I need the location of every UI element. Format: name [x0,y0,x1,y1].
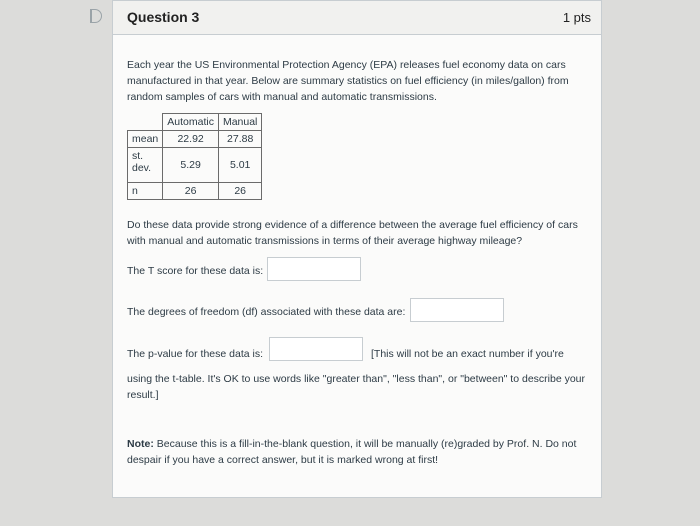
cell-manual-stdev: 5.01 [218,148,261,183]
t-score-label: The T score for these data is: [127,265,264,277]
t-score-input[interactable] [267,257,361,281]
question-prompt: Do these data provide strong evidence of a difference between the average fuel efficiency of cars with manual and automatic transmissions in terms of their average highway mileage? [127,219,578,247]
df-label: The degrees of freedom (df) associated with these data are: [127,306,406,318]
grading-note [127,436,593,468]
cell-automatic-stdev: 5.29 [163,148,219,183]
note-text: Because this is a fill-in-the-blank question, it will be manually (re)graded by Prof. N. Do not despair if you have a correct answer, but it is marked wrong at first! [127,438,577,466]
table-corner-cell [128,114,163,131]
row-label-mean: mean [128,131,163,148]
pvalue-label: The p-value for these data is: [127,348,263,360]
cell-automatic-mean: 22.92 [163,131,219,148]
column-header-manual: Manual [218,114,261,131]
row-label-stdev: st. dev. [128,148,163,183]
df-input[interactable] [410,298,504,322]
question-points: 1 pts [562,10,591,25]
table-row [128,148,262,183]
flag-question-icon[interactable] [90,9,102,23]
summary-stats-table [127,113,262,200]
table-row [128,183,262,200]
pvalue-note-start: [This will not be an exact number if you're [371,348,564,360]
question-card [112,0,602,498]
pvalue-note-rest: using the t-table. It's OK to use words like "greater than", "less than", or "between" to describe your result.] [127,373,586,401]
table-row [128,131,262,148]
table-header-row [128,114,262,131]
question-header [113,1,601,35]
question-intro: Each year the US Environmental Protection Agency (EPA) releases fuel economy data on cars manufactured in that year. Below are summary statistics on fuel efficiency (in miles/gallon) from random samples of cars with manual and automatic transmissions. [127,59,569,103]
row-label-n: n [128,183,163,200]
cell-manual-mean: 27.88 [218,131,261,148]
note-label: Note: [127,438,154,450]
cell-automatic-n: 26 [163,183,219,200]
question-title: Question 3 [127,9,200,25]
cell-manual-n: 26 [218,183,261,200]
column-header-automatic: Automatic [163,114,219,131]
pvalue-input[interactable] [269,337,363,361]
